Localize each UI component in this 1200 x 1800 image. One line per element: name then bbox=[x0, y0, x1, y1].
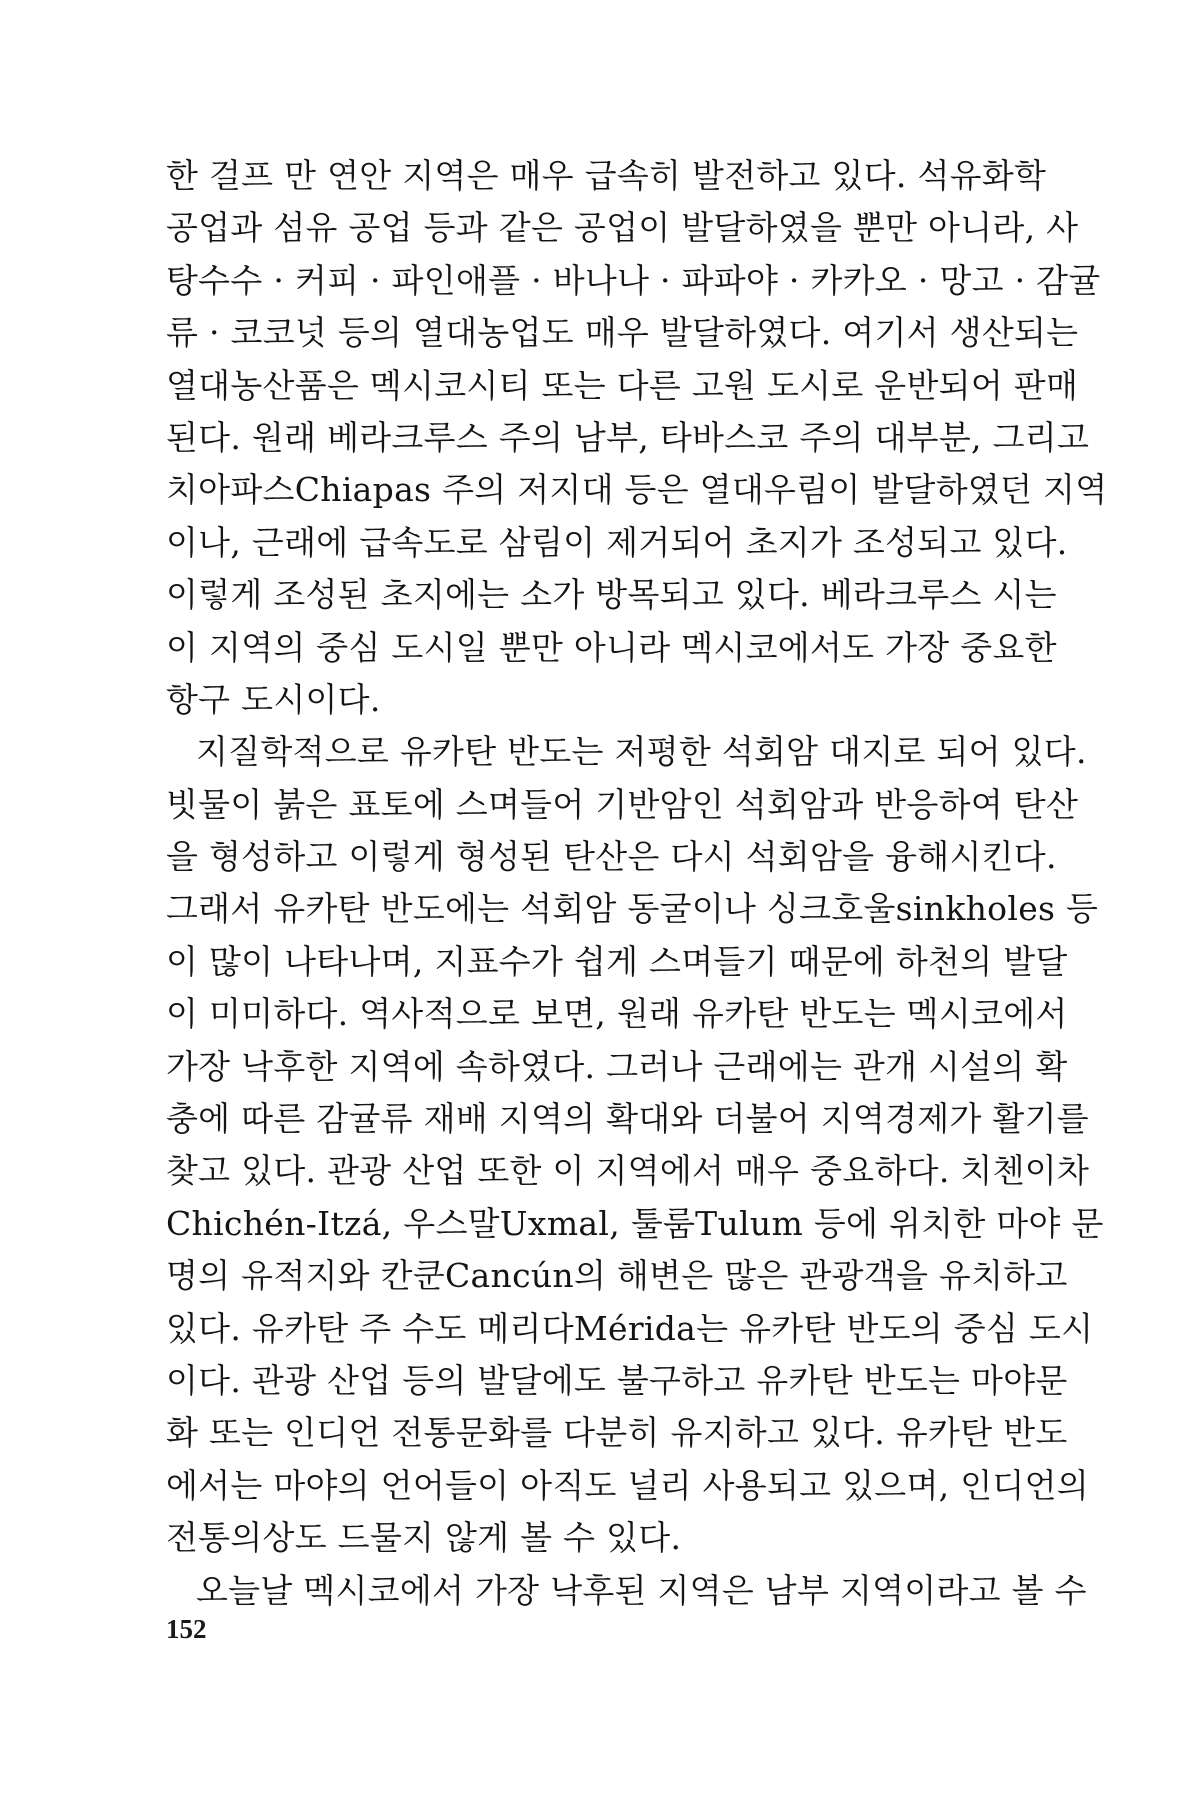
text-line: 에서는 마야의 언어들이 아직도 널리 사용되고 있으며, 인디언의 bbox=[166, 1465, 1089, 1505]
text-line: 있다. 유카탄 주 수도 메리다Mérida는 유카탄 반도의 중심 도시 bbox=[166, 1308, 1094, 1348]
text-line: 오늘날 멕시코에서 가장 낙후된 지역은 남부 지역이라고 볼 수 bbox=[196, 1570, 1087, 1610]
text-line: 항구 도시이다. bbox=[166, 679, 381, 719]
text-line: 화 또는 인디언 전통문화를 다분히 유지하고 있다. 유카탄 반도 bbox=[166, 1413, 1068, 1453]
text-line: 탕수수 · 커피 · 파인애플 · 바나나 · 파파야 · 카카오 · 망고 · 감귤 bbox=[166, 260, 1101, 300]
text-line: 을 형성하고 이렇게 형성된 탄산은 다시 석회암을 융해시킨다. bbox=[166, 837, 1057, 877]
text-line: 이렇게 조성된 초지에는 소가 방목되고 있다. 베라크루스 시는 bbox=[166, 575, 1057, 615]
text-line: 충에 따른 감귤류 재배 지역의 확대와 더불어 지역경제가 활기를 bbox=[166, 1099, 1089, 1139]
text-line: 가장 낙후한 지역에 속하였다. 그러나 근래에는 관개 시설의 확 bbox=[166, 1046, 1068, 1086]
text-line: 지질학적으로 유카탄 반도는 저평한 석회암 대지로 되어 있다. bbox=[196, 732, 1087, 772]
paragraph bbox=[166, 1565, 1087, 1617]
text-line: 류 · 코코넛 등의 열대농업도 매우 발달하였다. 여기서 생산되는 bbox=[166, 313, 1079, 353]
text-line: Chichén-Itzá, 우스말Uxmal, 툴룸Tulum 등에 위치한 마야 문 bbox=[166, 1203, 1104, 1243]
text-line: 열대농산품은 멕시코시티 또는 다른 고원 도시로 운반되어 판매 bbox=[166, 365, 1079, 405]
text-line: 전통의상도 드물지 않게 볼 수 있다. bbox=[166, 1518, 682, 1558]
text-line: 이다. 관광 산업 등의 발달에도 불구하고 유카탄 반도는 마야문 bbox=[166, 1360, 1068, 1400]
body-text bbox=[166, 150, 1108, 1617]
text-line: 그래서 유카탄 반도에는 석회암 동굴이나 싱크호울sinkholes 등 bbox=[166, 889, 1099, 929]
page-number: 152 bbox=[166, 1614, 207, 1644]
text-line: 된다. 원래 베라크루스 주의 남부, 타바스코 주의 대부분, 그리고 bbox=[166, 417, 1090, 457]
paragraph bbox=[166, 150, 1108, 726]
text-line: 이 미미하다. 역사적으로 보면, 원래 유카탄 반도는 멕시코에서 bbox=[166, 994, 1068, 1034]
text-line: 이 많이 나타나며, 지표수가 쉽게 스며들기 때문에 하천의 발달 bbox=[166, 941, 1068, 981]
paragraph bbox=[166, 726, 1104, 1564]
text-line: 이나, 근래에 급속도로 삼림이 제거되어 초지가 조성되고 있다. bbox=[166, 522, 1068, 562]
text-line: 한 걸프 만 연안 지역은 매우 급속히 발전하고 있다. 석유화학 bbox=[166, 156, 1047, 195]
text-line: 찾고 있다. 관광 산업 또한 이 지역에서 매우 중요하다. 치첸이차 bbox=[166, 1151, 1090, 1191]
text-line: 빗물이 붉은 표토에 스며들어 기반암인 석회암과 반응하여 탄산 bbox=[166, 784, 1079, 824]
text-line: 공업과 섬유 공업 등과 같은 공업이 발달하였을 뿐만 아니라, 사 bbox=[166, 208, 1079, 248]
text-line: 명의 유적지와 칸쿤Cancún의 해변은 많은 관광객을 유치하고 bbox=[166, 1256, 1068, 1296]
text-line: 이 지역의 중심 도시일 뿐만 아니라 멕시코에서도 가장 중요한 bbox=[166, 627, 1057, 667]
text-line: 치아파스Chiapas 주의 저지대 등은 열대우림이 발달하였던 지역 bbox=[166, 470, 1108, 510]
